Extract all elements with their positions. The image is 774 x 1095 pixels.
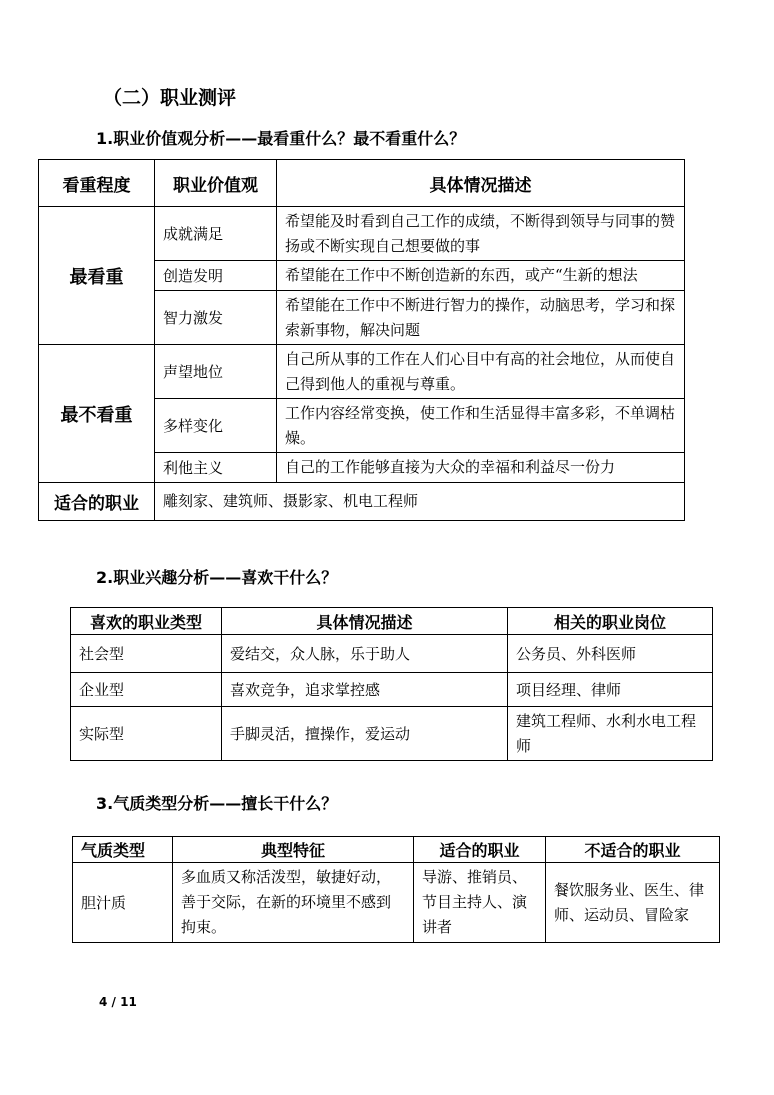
value-name: 智力激发 xyxy=(155,291,277,345)
value-description: 工作内容经常变换，使工作和生活显得丰富多彩，不单调枯燥。 xyxy=(277,399,685,453)
interest-description: 爱结交，众人脉，乐于助人 xyxy=(222,635,508,673)
header-description: 具体情况描述 xyxy=(277,160,685,207)
temperament-type: 胆汁质 xyxy=(73,863,173,943)
interest-type: 实际型 xyxy=(71,707,222,761)
header-unsuitable-jobs: 不适合的职业 xyxy=(546,837,720,863)
related-jobs: 项目经理、律师 xyxy=(508,673,713,707)
value-description: 自己所从事的工作在人们心目中有高的社会地位，从而使自己得到他人的重视与尊重。 xyxy=(277,345,685,399)
value-description: 自己的工作能够直接为大众的幸福和利益尽一份力 xyxy=(277,453,685,483)
header-related-jobs: 相关的职业岗位 xyxy=(508,608,713,635)
value-name: 成就满足 xyxy=(155,207,277,261)
value-name: 创造发明 xyxy=(155,261,277,291)
temperament-traits: 多血质又称活泼型，敏捷好动，善于交际，在新的环境里不感到拘束。 xyxy=(173,863,414,943)
value-name: 声望地位 xyxy=(155,345,277,399)
least-important-label: 最不看重 xyxy=(39,345,155,483)
interest-description: 喜欢竞争，追求掌控感 xyxy=(222,673,508,707)
suitable-career-label: 适合的职业 xyxy=(39,483,155,521)
header-value: 职业价值观 xyxy=(155,160,277,207)
most-important-label: 最看重 xyxy=(39,207,155,345)
related-jobs: 公务员、外科医师 xyxy=(508,635,713,673)
header-suitable-jobs: 适合的职业 xyxy=(414,837,546,863)
part1-heading: 1.职业价值观分析——最看重什么？最不看重什么？ xyxy=(96,129,466,148)
value-description: 希望能及时看到自己工作的成绩，不断得到领导与同事的赞扬或不断实现自己想要做的事 xyxy=(277,207,685,261)
suitable-career-value: 雕刻家、建筑师、摄影家、机电工程师 xyxy=(155,483,685,521)
header-description: 具体情况描述 xyxy=(222,608,508,635)
header-traits: 典型特征 xyxy=(173,837,414,863)
interest-type: 企业型 xyxy=(71,673,222,707)
part3-heading: 3.气质类型分析——擅长干什么？ xyxy=(96,794,338,813)
interest-description: 手脚灵活，擅操作，爱运动 xyxy=(222,707,508,761)
suitable-jobs: 导游、推销员、节目主持人、演讲者 xyxy=(414,863,546,943)
value-name: 利他主义 xyxy=(155,453,277,483)
interest-type: 社会型 xyxy=(71,635,222,673)
value-description: 希望能在工作中不断进行智力的操作，动脑思考，学习和探索新事物，解决问题 xyxy=(277,291,685,345)
related-jobs: 建筑工程师、水利水电工程师 xyxy=(508,707,713,761)
page-number: 4 / 11 xyxy=(99,995,137,1009)
header-interest-type: 喜欢的职业类型 xyxy=(71,608,222,635)
header-importance: 看重程度 xyxy=(39,160,155,207)
section-title: （二）职业测评 xyxy=(103,87,237,109)
value-description: 希望能在工作中不断创造新的东西，或产“生新的想法 xyxy=(277,261,685,291)
part2-heading: 2.职业兴趣分析——喜欢干什么？ xyxy=(96,568,338,587)
career-values-table xyxy=(38,159,685,521)
career-interest-table xyxy=(70,607,713,761)
value-name: 多样变化 xyxy=(155,399,277,453)
header-temperament-type: 气质类型 xyxy=(73,837,173,863)
temperament-table xyxy=(72,836,720,943)
unsuitable-jobs: 餐饮服务业、医生、律师、运动员、冒险家 xyxy=(546,863,720,943)
